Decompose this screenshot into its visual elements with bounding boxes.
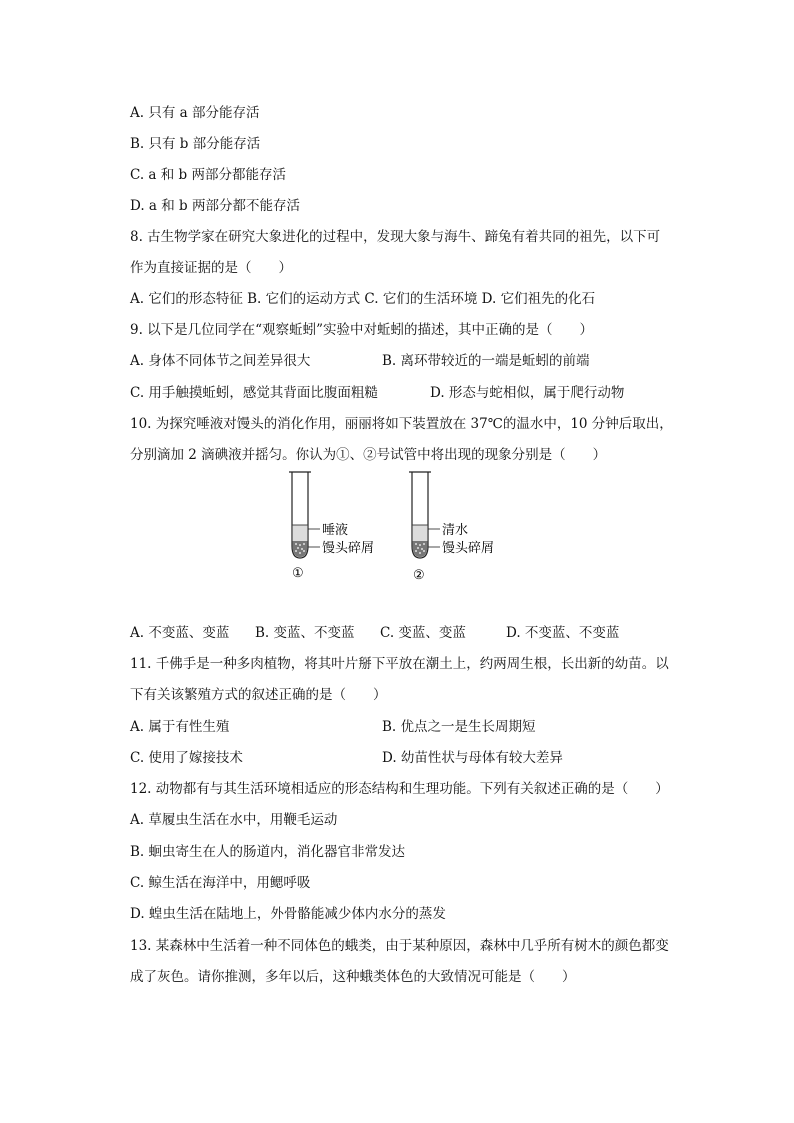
q10-options [130, 624, 690, 642]
q11-option-c: C. 使用了嫁接技术 [130, 750, 243, 766]
q12-option-d: D. 蝗虫生活在陆地上，外骨骼能减少体内水分的蒸发 [130, 906, 446, 922]
tube2-solid-label: 馒头碎屑 [442, 541, 495, 556]
test-tube-1 [289, 472, 374, 581]
q12-option-b: B. 蛔虫寄生在人的肠道内，消化器官非常发达 [130, 844, 406, 860]
tube1-solid-label: 馒头碎屑 [322, 541, 375, 556]
q9-option-c: C. 用手触摸蚯蚓，感觉其背面比腹面粗糙 [130, 385, 378, 401]
tube2-solid-fill [413, 541, 428, 557]
q7-option-d: D. a 和 b 两部分都不能存活 [130, 198, 300, 214]
tube2-liquid-label: 清水 [442, 523, 469, 538]
q11-options-row1 [130, 718, 690, 736]
q10-option-d: D. 不变蓝、不变蓝 [506, 625, 620, 641]
q10-stem-line1: 10. 为探究唾液对馒头的消化作用，丽丽将如下装置放在 37℃的温水中，10 分钟后取出， [130, 416, 673, 432]
q9-options-row2 [130, 384, 690, 402]
q7-option-c: C. a 和 b 两部分都能存活 [130, 167, 286, 183]
q9-option-a: A. 身体不同体节之间差异很大 [130, 353, 311, 369]
q8-stem-line1: 8. 古生物学家在研究大象进化的过程中，发现大象与海牛、蹄兔有着共同的祖先，以下可 [130, 229, 661, 245]
q11-option-a: A. 属于有性生殖 [130, 719, 230, 735]
tube2-liquid-fill [413, 525, 428, 541]
q10-stem-line2: 分别滴加 2 滴碘液并摇匀。你认为①、②号试管中将出现的现象分别是（ ） [130, 447, 607, 463]
q7-option-b: B. 只有 b 部分能存活 [130, 136, 261, 152]
q9-option-d: D. 形态与蛇相似，属于爬行动物 [430, 385, 625, 401]
q11-option-b: B. 优点之一是生长周期短 [382, 719, 536, 735]
q10-option-a: A. 不变蓝、变蓝 [130, 625, 230, 641]
q12-option-a: A. 草履虫生活在水中，用鞭毛运动 [130, 812, 338, 828]
q7-option-a: A. 只有 a 部分能存活 [130, 105, 260, 121]
test-tube-figure [284, 468, 514, 588]
test-tube-2 [409, 472, 494, 583]
q9-options-row1 [130, 352, 690, 370]
tube2-number: ② [413, 568, 425, 583]
q8-options: A. 它们的形态特征 B. 它们的运动方式 C. 它们的生活环境 D. 它们祖先的化石 [130, 291, 596, 307]
q8-stem-line2: 作为直接证据的是（ ） [130, 260, 292, 276]
q13-stem-line1: 13. 某森林中生活着一种不同体色的蛾类，由于某种原因，森林中几乎所有树木的颜色都变 [130, 938, 669, 954]
q9-stem: 9. 以下是几位同学在“观察蚯蚓”实验中对蚯蚓的描述，其中正确的是（ ） [130, 322, 593, 338]
q9-option-b: B. 离环带较近的一端是蚯蚓的前端 [382, 353, 590, 369]
q11-stem-line2: 下有关该繁殖方式的叙述正确的是（ ） [130, 687, 387, 703]
q10-option-c: C. 变蓝、变蓝 [380, 625, 466, 641]
q11-stem-line1: 11. 千佛手是一种多肉植物，将其叶片掰下平放在潮土上，约两周生根，长出新的幼苗。以 [130, 656, 669, 672]
q11-options-row2 [130, 749, 690, 767]
tube1-liquid-fill [293, 525, 308, 541]
tube1-liquid-label: 唾液 [322, 523, 349, 538]
q12-option-c: C. 鲸生活在海洋中，用鳃呼吸 [130, 875, 311, 891]
q12-stem: 12. 动物都有与其生活环境相适应的形态结构和生理功能。下列有关叙述正确的是（ ） [130, 781, 669, 797]
q10-option-b: B. 变蓝、不变蓝 [255, 625, 355, 641]
tube1-number: ① [292, 566, 304, 581]
tube1-solid-fill [293, 541, 308, 557]
q13-stem-line2: 成了灰色。请你推测，多年以后，这种蛾类体色的大致情况可能是（ ） [130, 969, 576, 985]
q11-option-d: D. 幼苗性状与母体有较大差异 [382, 750, 563, 766]
